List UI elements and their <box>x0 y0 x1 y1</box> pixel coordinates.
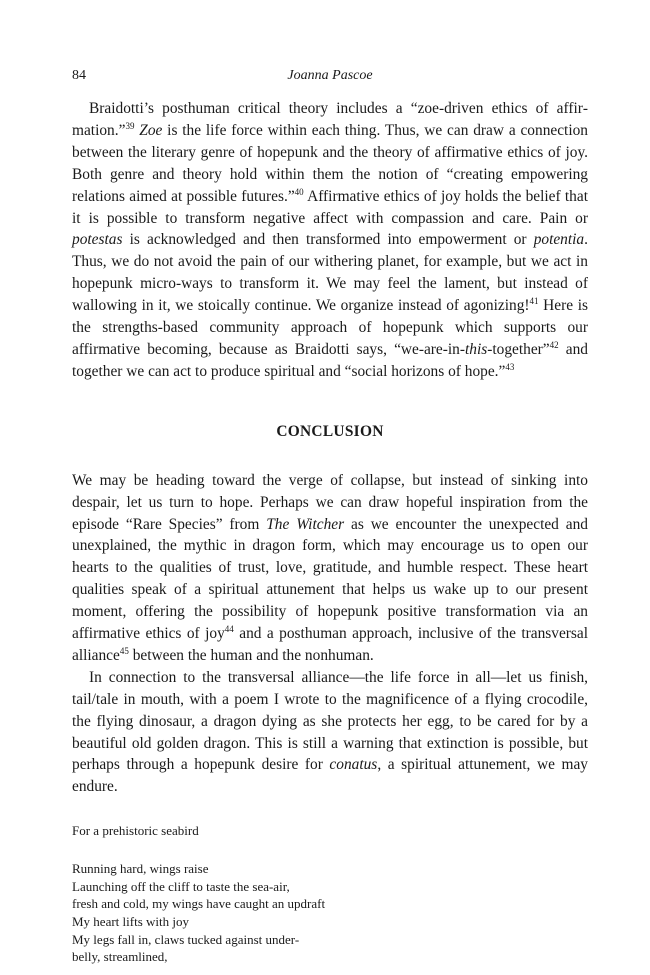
poem-line: My heart lifts with joy <box>72 914 189 930</box>
paragraph-transversal-alliance: In connection to the transversal alliance—the life force in all—let us finish, tail/tale in mouth, with a poem I wrote to the magnificence of a flying crocodile, the flying dinosaur, a dragon dying as she protects her egg, to be cared for by a beautiful old golden dragon. This is still a warning that extinction is possible, but perhaps through a hopepunk desire for conatus, a spiritual attunement, we may endure. <box>72 668 588 796</box>
paragraph-braidotti: Braidotti’s posthuman critical theory includes a “zoe-driven ethics of affirmation.”$^{39}$ Zoe is the life force within each thing. Thus, we can draw a connection between the literary genre of hopepunk and the theory of affirmative ethics of joy. Both genre and theory hold within them the notion of “creating empowering relations aimed at possible futures.”$^{40}$ Affirmative ethics of joy holds the belief that it is possible to transform negative affect with compassion and care. Pain or potestas is acknowledged and then transformed into empowerment or potentia. Thus, we do not avoid the pain of our withering planet, for example, but we act in hopepunk micro-ways to transform it. We may feel the lament, but instead of wallowing in it, we stoically continue. We organize instead of agonizing!$^{41}$ Here is the strengths-based community approach of hopepunk which supports our affirmative becoming, because as Braidotti says, “we-are-in-this-together”$^{42}$ and together we can act to produce spiritual and “social horizons of hope.”$^{43}$ <box>72 100 588 380</box>
footnote-ref-45: 45 <box>119 645 129 656</box>
footnote-ref-39: 39 <box>125 120 135 131</box>
footnote-ref-40: 40 <box>294 186 304 197</box>
page-number: 84 <box>72 68 86 83</box>
poem-line: Launching off the cliff to taste the sea-air, <box>72 878 290 894</box>
poem-title: For a prehistoric seabird <box>72 823 199 839</box>
poem-line: belly, streamlined, <box>72 949 168 965</box>
running-head-author: Joanna Pascoe <box>287 68 373 83</box>
paragraph-conclusion: We may be heading toward the verge of collapse, but instead of sinking into despair, let us turn to hope. Perhaps we can draw hopeful inspiration from the episode “Rare Species” from The Witcher as we encounter the unexpected and unexplained, the mythic in dragon form, which may encourage us to open our hearts to the qualities of trust, love, gratitude, and humble respect. These heart qualities speak of a spiritual attunement that helps us wake up to our present moment, offering the possibility of hopepunk positive transformation via an affirmative ethics of joy$^{44}$ and a posthuman approach, inclusive of the transversal alliance$^{45}$ between the human and the nonhuman. <box>72 471 589 664</box>
poem <box>72 860 588 966</box>
footnote-ref-42: 42 <box>549 339 559 350</box>
footnote-ref-43: 43 <box>505 361 515 372</box>
footnote-ref-44: 44 <box>224 624 234 635</box>
poem-line: fresh and cold, my wings have caught an updraft <box>72 896 326 912</box>
footnote-ref-41: 41 <box>529 296 539 307</box>
page-body <box>72 98 588 966</box>
page-header <box>72 68 588 88</box>
poem-line: Running hard, wings raise <box>72 861 209 877</box>
poem-line: My legs fall in, claws tucked against under- <box>72 931 300 947</box>
section-heading-conclusion: CONCLUSION <box>276 422 384 440</box>
